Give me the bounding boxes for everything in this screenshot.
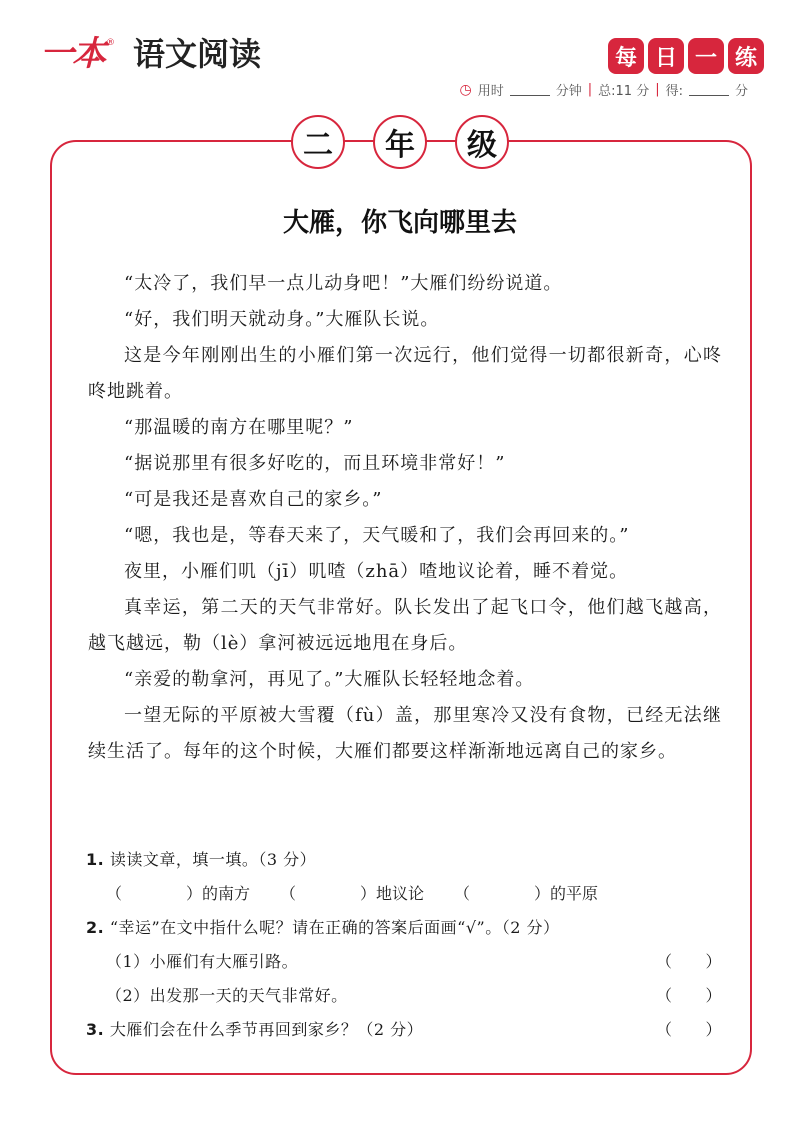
daily-char: 每 bbox=[608, 38, 644, 74]
brand bbox=[40, 34, 261, 74]
grade-char: 级 bbox=[455, 115, 509, 169]
paragraph: 夜里，小雁们叽（jī）叽喳（zhā）喳地议论着，睡不着觉。 bbox=[124, 561, 629, 582]
article-body bbox=[88, 266, 722, 770]
daily-char: 练 bbox=[728, 38, 764, 74]
divider: | bbox=[655, 82, 660, 97]
question-text: 大雁们会在什么季节再回到家乡？（2 分） bbox=[109, 1020, 424, 1039]
article-title: 大雁，你飞向哪里去 bbox=[282, 208, 517, 238]
grade-label bbox=[0, 115, 800, 169]
daily-char: 一 bbox=[688, 38, 724, 74]
answer-paren[interactable]: （ ） bbox=[655, 1020, 722, 1039]
time-blank[interactable] bbox=[510, 83, 550, 96]
fill-blank[interactable]: （ ）的平原 bbox=[454, 884, 599, 903]
grade-char: 二 bbox=[291, 115, 345, 169]
paragraph: 真幸运，第二天的天气非常好。队长发出了起飞口令，他们越飞越高，越飞越远，勒（lè）拿河被远远地甩在身后。 bbox=[88, 597, 722, 654]
book-title: 语文阅读 bbox=[133, 35, 262, 73]
score-meta bbox=[460, 80, 749, 99]
option-text: （1）小雁们有大雁引路。 bbox=[106, 952, 299, 971]
question-text: 读读文章，填一填。（3 分） bbox=[109, 850, 317, 869]
questions-section bbox=[86, 843, 722, 1047]
question-3 bbox=[86, 1013, 722, 1047]
question-2 bbox=[86, 911, 722, 945]
paragraph: “可是我还是喜欢自己的家乡。” bbox=[124, 489, 383, 510]
daily-practice-badge bbox=[608, 38, 764, 74]
answer-option bbox=[86, 979, 722, 1013]
paragraph: “亲爱的勒拿河，再见了。”大雁队长轻轻地念着。 bbox=[124, 669, 535, 690]
divider: | bbox=[587, 82, 593, 97]
paragraph: 这是今年刚刚出生的小雁们第一次远行，他们觉得一切都很新奇，心咚咚地跳着。 bbox=[88, 345, 722, 402]
paragraph: 一望无际的平原被大雪覆（fù）盖，那里寒冷又没有食物，已经无法继续生活了。每年的这个时候，大雁们都要这样渐渐地远离自己的家乡。 bbox=[88, 705, 722, 762]
time-unit: 分钟 bbox=[555, 84, 582, 99]
question-number: 2. bbox=[86, 918, 105, 937]
paragraph: “嗯，我也是，等春天来了，天气暖和了，我们会再回来的。” bbox=[124, 525, 630, 546]
paragraph: “好，我们明天就动身。”大雁队长说。 bbox=[124, 309, 440, 330]
score-unit: 分 bbox=[734, 84, 748, 99]
total-score: 总:11 分 bbox=[598, 84, 650, 99]
score-label: 得: bbox=[665, 84, 683, 99]
grade-char: 年 bbox=[373, 115, 427, 169]
paragraph: “太冷了，我们早一点儿动身吧！”大雁们纷纷说道。 bbox=[124, 273, 563, 294]
clock-icon: ◷ bbox=[459, 81, 472, 98]
question-number: 3. bbox=[86, 1020, 105, 1039]
option-text: （2）出发那一天的天气非常好。 bbox=[106, 986, 348, 1005]
answer-paren[interactable]: （ ） bbox=[655, 952, 722, 971]
answer-option bbox=[86, 945, 722, 979]
fill-blank[interactable]: （ ）的南方 bbox=[106, 884, 251, 903]
question-1 bbox=[86, 843, 722, 877]
daily-char: 日 bbox=[648, 38, 684, 74]
brand-logo: 一本 bbox=[40, 34, 104, 74]
fill-blank[interactable]: （ ）地议论 bbox=[280, 884, 425, 903]
score-blank[interactable] bbox=[689, 83, 729, 96]
fill-blank-row bbox=[86, 877, 722, 911]
question-text: “幸运”在文中指什么呢？请在正确的答案后面画“√”。（2 分） bbox=[109, 918, 560, 937]
registered-mark: ® bbox=[106, 38, 115, 48]
time-label: 用时 bbox=[477, 84, 504, 99]
answer-paren[interactable]: （ ） bbox=[655, 986, 722, 1005]
paragraph: “据说那里有很多好吃的，而且环境非常好！” bbox=[124, 453, 506, 474]
question-number: 1. bbox=[86, 850, 105, 869]
paragraph: “那温暖的南方在哪里呢？” bbox=[124, 417, 354, 438]
